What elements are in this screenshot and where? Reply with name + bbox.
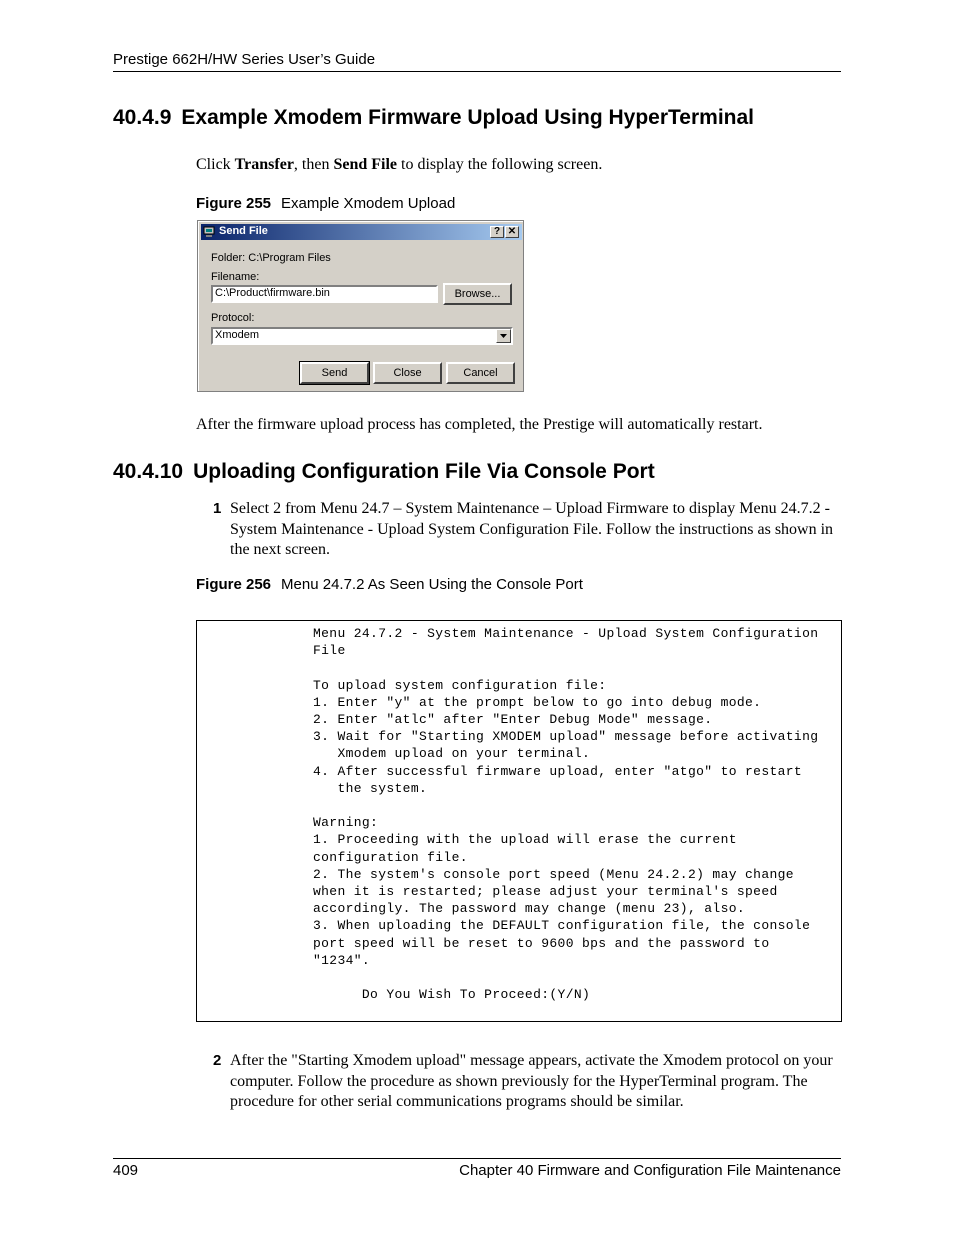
protocol-select[interactable]	[211, 327, 513, 345]
figure-caption-text: Example Xmodem Upload	[281, 195, 456, 212]
figure-256-caption	[196, 576, 583, 593]
intro-click-text: Click	[196, 156, 235, 173]
step-text: Select 2 from Menu 24.7 – System Maintenance – Upload Firmware to display Menu 24.7.2 - System Maintenance - Upload System Configuration File. Follow the instructions as shown in the next screen.	[230, 500, 834, 558]
footer-rule	[113, 1158, 841, 1159]
intro-then-text: , then	[293, 156, 334, 173]
step-number: 1	[213, 500, 222, 517]
section-heading-40-4-10	[113, 460, 655, 484]
protocol-value: Xmodem	[215, 329, 260, 341]
filename-input[interactable]: C:\Product\firmware.bin	[211, 285, 438, 303]
close-icon[interactable]: ✕	[505, 226, 519, 238]
section-number: 40.4.9	[113, 106, 172, 129]
header-rule	[113, 71, 841, 72]
step-2	[213, 1051, 841, 1113]
browse-button[interactable]: Browse...	[443, 283, 512, 305]
section-heading-40-4-9	[113, 106, 754, 130]
help-button[interactable]: ?	[490, 226, 504, 238]
close-button[interactable]: Close	[373, 362, 442, 384]
figure-label: Figure 256	[196, 576, 272, 593]
filename-label: Filename:	[211, 271, 260, 283]
section-title: Example Xmodem Firmware Upload Using HyperTerminal	[181, 106, 754, 129]
step-text: After the "Starting Xmodem upload" message appears, activate the Xmodem protocol on your computer. Follow the procedure as shown previously for the HyperTerminal program. The procedure for other serial communications programs should be similar.	[230, 1052, 833, 1110]
section-number: 40.4.10	[113, 460, 184, 483]
step-1	[213, 499, 841, 561]
send-button[interactable]: Send	[300, 362, 369, 384]
send-file-term: Send File	[333, 156, 398, 173]
console-text: Menu 24.7.2 - System Maintenance - Upload System Configuration File To upload system configuration file: 1. Enter "y" at the prompt below to go into debug mode. 2. Enter "atlc" after "Enter Debug Mode" message. 3. Wait for "Starting XMODEM upload" message before activating Xmodem upload on your terminal. 4. After successful firmware upload, enter "atgo" to restart the system. Warning: 1. Proceeding with the upload will erase the current configuration file. 2. The system's console port speed (Menu 24.2.2) may change when it is restarted; please adjust your terminal's speed accordingly. The password may change (menu 23), also. 3. When uploading the DEFAULT configuration file, the console port speed will be reset to 9600 bps and the password to "1234". Do You Wish To Proceed:(Y/N)	[313, 626, 819, 1003]
cancel-button[interactable]: Cancel	[446, 362, 515, 384]
running-header: Prestige 662H/HW Series User’s Guide	[113, 51, 376, 68]
protocol-label: Protocol:	[211, 312, 255, 324]
chapter-title: Chapter 40 Firmware and Configuration File Maintenance	[459, 1162, 841, 1179]
page-number: 409	[113, 1162, 139, 1179]
folder-label: Folder: C:\Program Files	[211, 252, 331, 264]
section-title: Uploading Configuration File Via Console Port	[193, 460, 655, 483]
figure-caption-text: Menu 24.7.2 As Seen Using the Console Port	[281, 576, 583, 593]
console-screen	[196, 620, 842, 1022]
dialog-title: Send File	[219, 225, 268, 237]
chevron-down-icon[interactable]	[496, 329, 511, 343]
step-number: 2	[213, 1052, 222, 1069]
figure-label: Figure 255	[196, 195, 272, 212]
after-upload-paragraph: After the firmware upload process has completed, the Prestige will automatically restart.	[196, 416, 763, 433]
intro-rest-text: to display the following screen.	[397, 156, 603, 173]
dialog-titlebar[interactable]	[201, 224, 522, 240]
figure-255-caption	[196, 195, 455, 212]
send-file-dialog	[197, 220, 524, 392]
transfer-term: Transfer	[234, 156, 294, 173]
intro-paragraph	[196, 155, 841, 175]
hyperterminal-icon	[203, 226, 215, 238]
